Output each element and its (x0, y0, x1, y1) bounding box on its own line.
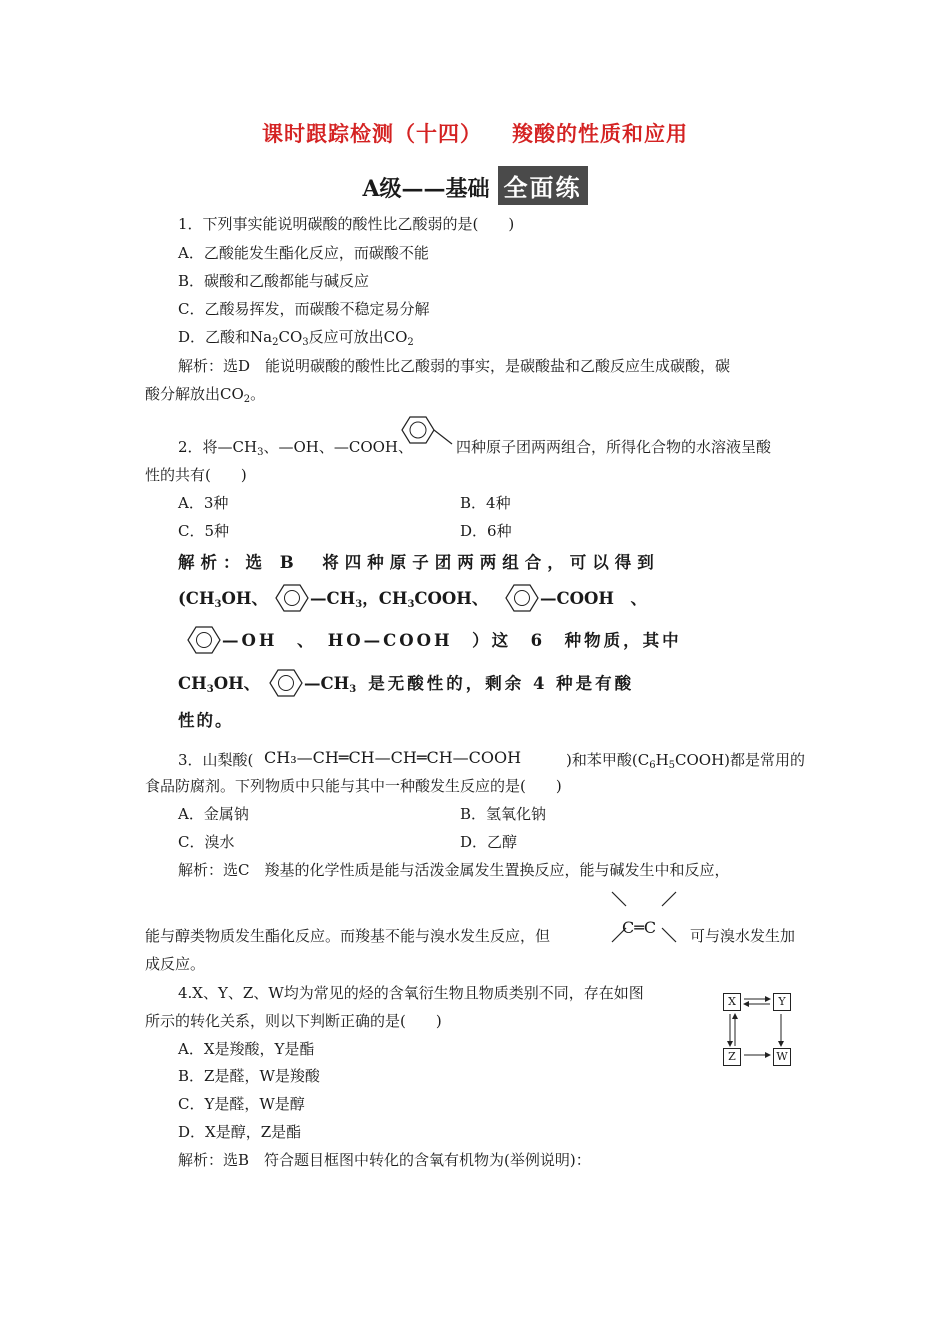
node-w: W (773, 1048, 791, 1066)
q4-option-c: C．Y是醛，W是醇 (178, 1095, 305, 1113)
q2-stem-text: 、—OH、—COOH、 (263, 438, 414, 456)
q1-option-a: A．乙酸能发生酯化反应，而碳酸不能 (178, 244, 429, 262)
q1-d-sub: 2 (407, 337, 414, 348)
phenyl-ring-icon (266, 666, 306, 702)
q2-stem-sub: 3 (257, 447, 264, 458)
q2-stem-a (178, 437, 413, 457)
q1-answer-line1: 解析：选D 能说明碳酸的酸性比乙酸弱的事实，是碳酸盐和乙酸反应生成碳酸，碳 (178, 357, 731, 375)
q2-answer-line2a (178, 589, 268, 609)
q3-option-a: A．金属钠 (178, 805, 249, 823)
q2-ans-sub: 3 (214, 599, 222, 610)
q3-option-b: B．氢氧化钠 (460, 805, 547, 823)
q4-option-d: D．X是醇，Z是酯 (178, 1123, 302, 1141)
q1-answer-line2 (145, 384, 265, 404)
q3-option-d: D．乙醇 (460, 833, 518, 851)
q4-answer-line1: 解析：选B 符合题目框图中转化的含氧有机物为(举例说明)： (178, 1151, 591, 1169)
q3-stem-sub: 6 (649, 760, 656, 771)
node-y: Y (773, 993, 791, 1011)
q2-ans-sub: 3 (349, 684, 357, 695)
q2-ans-text: ，CH (362, 589, 408, 608)
q3-stem-line2: 食品防腐剂。下列物质中只能与其中一种酸发生反应的是( ) (145, 777, 562, 795)
q2-stem-b: 四种原子团两两组合，所得化合物的水溶液呈酸 (456, 438, 772, 456)
q1-ans-text: 酸分解放出CO (145, 385, 244, 403)
q2-answer-line5: 性的。 (178, 711, 234, 730)
node-z: Z (723, 1048, 741, 1066)
q1-d-sub: 2 (272, 337, 279, 348)
q2-ans-text: —CH (310, 589, 356, 608)
q3-stem-text: H (655, 751, 669, 769)
q2-ans-sub: 3 (206, 684, 214, 695)
q3-stem-sub: 5 (668, 760, 676, 771)
q2-ans-text: OH、 (213, 674, 261, 693)
q3-cc-formula: C═C (622, 918, 657, 937)
q3-answer-line3: 成反应。 (145, 955, 206, 973)
q1-stem: 1．下列事实能说明碳酸的酸性比乙酸弱的是( ) (178, 215, 515, 233)
q2-stem-text: 2．将—CH (178, 438, 258, 456)
q1-d-text: 反应可放出CO (308, 328, 408, 346)
q1-ans-sub: 2 (243, 394, 251, 405)
title-part1: 课时跟踪检测（十四） (262, 121, 482, 146)
q2-answer-line4a (178, 674, 260, 694)
title-part2: 羧酸的性质和应用 (512, 121, 688, 146)
q1-option-d (178, 327, 414, 347)
q2-ans-text: CH (178, 674, 207, 693)
q2-answer-line3: —OH 、 HO—COOH ）这 6 种物质，其中 (222, 631, 682, 650)
q2-option-a: A．3种 (178, 494, 229, 512)
q2-answer-line4b (304, 674, 634, 694)
q2-ans-sub: 3 (407, 599, 415, 610)
q2-ans-text: COOH、 (414, 589, 489, 608)
q2-stem-line2: 性的共有( ) (145, 466, 247, 484)
phenyl-ring-icon (272, 581, 312, 617)
q4-option-b: B．Z是醛，W是羧酸 (178, 1067, 320, 1085)
q2-ans-text: —CH (304, 674, 350, 693)
q4-stem-line1: 4.X、Y、Z、W均为常见的烃的含氧衍生物且物质类别不同，存在如图 (178, 984, 644, 1002)
q1-d-text: CO (278, 328, 303, 346)
phenyl-ring-icon (184, 623, 224, 659)
q2-option-c: C．5种 (178, 522, 230, 540)
q3-formula: CH₃—CH═CH—CH═CH—COOH (264, 748, 522, 767)
q2-answer-line1: 解析：选 B 将四种原子团两两组合，可以得到 (178, 553, 660, 572)
q3-option-c: C．溴水 (178, 833, 235, 851)
node-x: X (723, 993, 741, 1011)
q1-d-sub: 3 (302, 337, 309, 348)
level-badge: 全面练 (498, 166, 588, 205)
q2-ans-sub: 3 (355, 599, 363, 610)
phenyl-ring-icon (502, 581, 542, 617)
q1-option-c: C．乙酸易挥发，而碳酸不稳定易分解 (178, 300, 430, 318)
q4-option-a: A．X是羧酸，Y是酯 (178, 1040, 315, 1058)
q4-stem-line2: 所示的转化关系，则以下判断正确的是( ) (145, 1012, 442, 1030)
q3-answer-line2a: 能与醇类物质发生酯化反应。而羧基不能与溴水发生反应，但 (145, 927, 551, 945)
q1-d-text: D．乙酸和Na (178, 328, 273, 346)
q3-stem-a: 3．山梨酸( (178, 751, 254, 769)
page-title (0, 118, 950, 148)
conversion-diagram (722, 992, 794, 1070)
q2-answer-line2c: —COOH 、 (540, 589, 647, 608)
level-heading (0, 166, 950, 205)
q3-stem-text: )和苯甲酸(C (566, 751, 650, 769)
q2-option-b: B．4种 (460, 494, 511, 512)
q1-option-b: B．碳酸和乙酸都能与碱反应 (178, 272, 370, 290)
q2-ans-text: OH、 (221, 589, 268, 608)
q3-answer-line2b: 可与溴水发生加 (690, 927, 796, 945)
q1-ans-text: 。 (250, 385, 266, 403)
q2-ans-text: 是无酸性的，剩余 4 种是有酸 (368, 674, 635, 693)
level-text: A级——基础 (362, 176, 490, 202)
q3-stem-text: COOH)都是常用的 (675, 751, 806, 769)
q2-answer-line2b (310, 589, 488, 609)
q3-stem-b (566, 750, 805, 770)
q3-answer-line1: 解析：选C 羧基的化学性质是能与活泼金属发生置换反应，能与碱发生中和反应， (178, 861, 730, 879)
q2-ans-text: (CH (178, 589, 215, 608)
q2-option-d: D．6种 (460, 522, 512, 540)
phenyl-ring-icon (394, 414, 454, 454)
